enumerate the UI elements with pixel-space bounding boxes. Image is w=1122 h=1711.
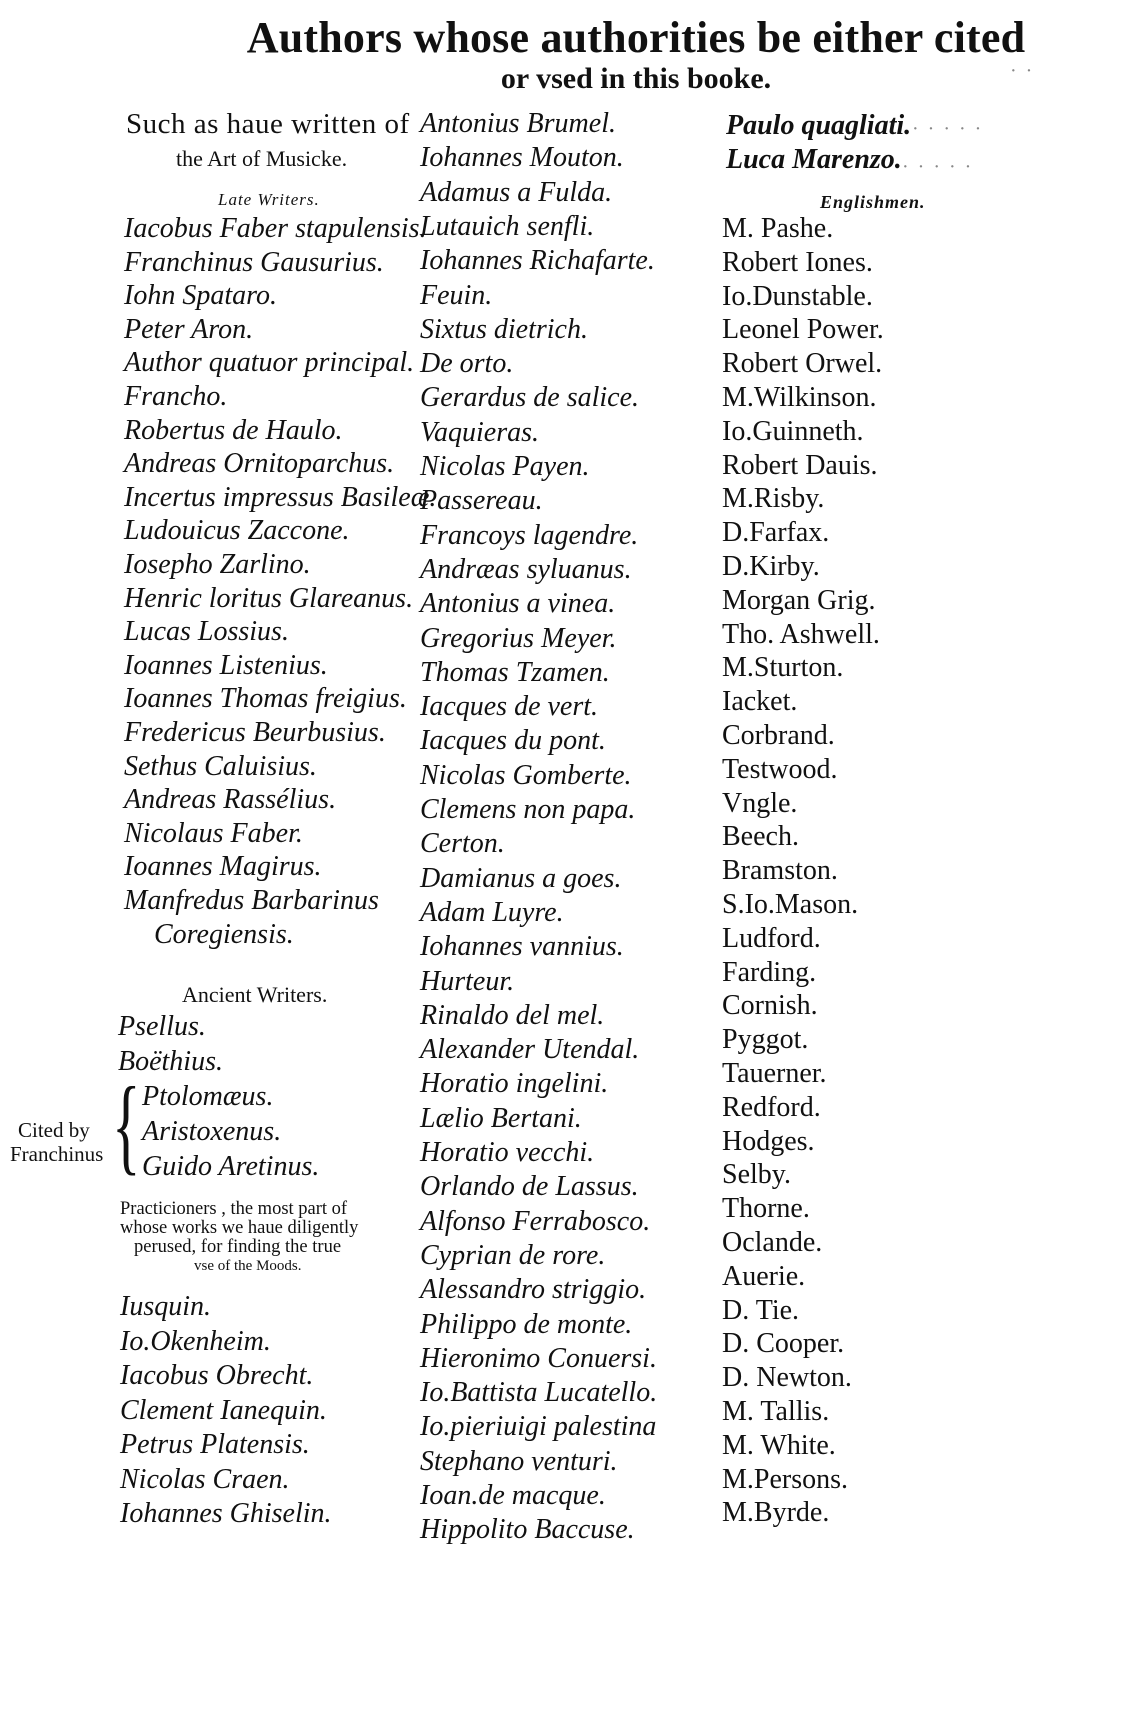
list-item: Ludford. — [722, 922, 821, 954]
list-item: Iusquin. — [120, 1291, 211, 1322]
list-item: Redford. — [722, 1091, 821, 1123]
list-item: Gerardus de salice. — [420, 382, 640, 414]
list-item: Francho. — [124, 381, 228, 412]
list-item: Aristoxenus. — [142, 1116, 282, 1147]
cited-by-line1: Cited by — [18, 1118, 90, 1142]
list-item: Antonius a vinea. — [420, 588, 616, 620]
list-item: Guido Aretinus. — [142, 1151, 320, 1182]
list-item: Leonel Power. — [722, 314, 884, 346]
list-item: Fredericus Beurbusius. — [124, 717, 386, 748]
col1-subheading: the Art of Musicke. — [176, 146, 348, 171]
late-writers-label: Late Writers. — [218, 190, 320, 209]
list-item: Henric loritus Glareanus. — [124, 582, 414, 614]
list-item: Cyprian de rore. — [420, 1239, 606, 1271]
list-item: Nicolas Gomberte. — [420, 759, 632, 791]
decorative-dots: · · · · · — [902, 156, 974, 178]
list-item: Orlando de Lassus. — [420, 1171, 639, 1203]
list-item: Antonius Brumel. — [420, 108, 616, 139]
list-item: Luca Marenzo. — [726, 144, 902, 175]
list-item: Iacobus Faber stapulensis. — [124, 213, 427, 244]
list-item: Author quatuor principal. — [124, 347, 415, 379]
list-item: Testwood. — [722, 753, 838, 785]
list-item: Selby. — [722, 1159, 791, 1191]
list-item: Stephano venturi. — [420, 1445, 618, 1477]
list-item: Franchinus Gausurius. — [124, 246, 384, 278]
list-item: Beech. — [722, 821, 799, 853]
list-item: Io.Battista Lucatello. — [420, 1377, 658, 1409]
list-item: Ioannes Magirus. — [124, 851, 322, 883]
list-item: Nicolaus Faber. — [124, 817, 303, 849]
list-item: Corbrand. — [722, 720, 835, 751]
list-item: Feuin. — [420, 279, 493, 311]
list-item: Boëthius. — [118, 1046, 223, 1077]
list-item: Passereau. — [420, 485, 543, 517]
list-item: M.Persons. — [722, 1463, 849, 1495]
list-item: Oclande. — [722, 1227, 823, 1258]
list-item: Auerie. — [722, 1260, 806, 1292]
list-item: Ioannes Listenius. — [124, 649, 328, 681]
prac-label-line1: Practicioners , the most part of — [120, 1199, 348, 1219]
prac-label-line3: perused, for finding the true — [134, 1237, 342, 1257]
list-item: Adamus a Fulda. — [420, 176, 613, 208]
list-item: D. Cooper. — [722, 1328, 845, 1360]
list-item: Gregorius Meyer. — [420, 622, 617, 654]
list-item: Tho. Ashwell. — [722, 618, 880, 650]
list-item: Lutauich senfli. — [420, 210, 595, 242]
list-item: Lælio Bertani. — [420, 1102, 582, 1134]
practicioners-label — [120, 1200, 358, 1276]
list-item: Incertus impressus Basileæ. — [124, 481, 437, 513]
list-item: Iohn Spataro. — [124, 280, 277, 312]
ancient-writers-label: Ancient Writers. — [182, 982, 328, 1007]
list-item: Nicolas Craen. — [120, 1463, 290, 1495]
list-item: Andreas Rassélius. — [124, 784, 337, 816]
list-item: Horatio vecchi. — [420, 1137, 595, 1168]
englishmen-label: Englishmen. — [820, 192, 926, 212]
list-item: Clement Ianequin. — [120, 1394, 327, 1426]
list-item: Petrus Platensis. — [120, 1429, 310, 1460]
list-item: Manfredus Barbarinus — [124, 885, 379, 916]
decorative-dots: · · · · · — [912, 118, 984, 140]
list-item: Sixtus dietrich. — [420, 313, 588, 345]
list-item: Peter Aron. — [124, 313, 254, 345]
list-item: Hippolito Baccuse. — [420, 1514, 635, 1546]
list-item: Paulo quagliati. — [726, 110, 912, 141]
list-item: M. Pashe. — [722, 213, 834, 244]
list-item: S.Io.Mason. — [722, 889, 859, 920]
list-item: Robert Orwel. — [722, 348, 883, 380]
list-item: Morgan Grig. — [722, 584, 876, 616]
list-item: Iacobus Obrecht. — [120, 1360, 314, 1391]
cited-by-line2: Franchinus — [10, 1142, 104, 1166]
list-item: Iohannes vannius. — [420, 931, 624, 963]
list-item: Iohannes Mouton. — [420, 142, 624, 174]
list-item: Nicolas Payen. — [420, 451, 590, 482]
list-item: Ioannes Thomas freigius. — [124, 683, 407, 715]
list-item: Tauerner. — [722, 1058, 827, 1089]
list-item: D. Tie. — [722, 1294, 800, 1326]
list-item: Hieronimo Conuersi. — [420, 1342, 657, 1374]
list-item: Ptolomæus. — [142, 1081, 274, 1112]
list-item: Andræas syluanus. — [420, 553, 632, 585]
page-subtitle: or vsed in this booke. — [500, 62, 772, 95]
list-item: Iohannes Ghiselin. — [120, 1498, 332, 1529]
list-item: Farding. — [722, 956, 817, 988]
list-item: Hodges. — [722, 1125, 815, 1157]
list-item: M. Tallis. — [722, 1396, 830, 1427]
col1-heading: Such as haue written of — [126, 108, 410, 140]
list-item: Vaquieras. — [420, 416, 539, 448]
decorative-dots: · · — [1010, 60, 1035, 82]
list-item: Philippo de monte. — [420, 1308, 633, 1340]
list-item: Alessandro striggio. — [420, 1274, 647, 1306]
list-item: Thorne. — [722, 1193, 810, 1225]
list-item: M.Byrde. — [722, 1497, 830, 1529]
list-item: Io.pieriuigi palestina — [420, 1411, 657, 1443]
list-item: Robert Dauis. — [722, 449, 878, 481]
list-item: Robert Iones. — [722, 246, 873, 278]
list-item: Andreas Ornitoparchus. — [124, 448, 395, 480]
list-item: Alexander Utendal. — [420, 1034, 640, 1066]
list-item: M.Risby. — [722, 483, 825, 515]
list-item: Iacques du pont. — [420, 725, 606, 757]
list-item: Psellus. — [118, 1011, 206, 1042]
list-item: Francoys lagendre. — [420, 519, 639, 551]
list-item: Io.Guinneth. — [722, 415, 864, 447]
list-item: Alfonso Ferrabosco. — [420, 1205, 651, 1237]
list-item: Iohannes Richafarte. — [420, 245, 655, 277]
list-item: M. White. — [722, 1429, 836, 1461]
list-item: Damianus a goes. — [420, 862, 622, 894]
list-item: Ludouicus Zaccone. — [124, 515, 350, 547]
list-item: Sethus Caluisius. — [124, 750, 317, 782]
brace-mark: { — [112, 1066, 141, 1185]
list-item: Hurteur. — [420, 965, 515, 997]
prac-label-line4: vse of the Moods. — [194, 1258, 302, 1274]
list-item: M.Sturton. — [722, 652, 844, 684]
list-item: D.Farfax. — [722, 517, 830, 549]
list-item: Pyggot. — [722, 1024, 809, 1056]
list-item: Adam Luyre. — [420, 896, 564, 928]
prac-label-line2: whose works we haue diligently — [120, 1218, 359, 1238]
list-item: D. Newton. — [722, 1362, 852, 1394]
list-item: Coregiensis. — [154, 918, 294, 950]
list-item: Horatio ingelini. — [420, 1068, 609, 1100]
list-item: Certon. — [420, 828, 505, 860]
list-item: De orto. — [420, 348, 514, 380]
list-item: Iacket. — [722, 686, 798, 718]
list-item: Iacques de vert. — [420, 691, 599, 723]
list-item: Vngle. — [722, 787, 798, 819]
list-item: Bramston. — [722, 855, 838, 887]
list-item: Lucas Lossius. — [124, 616, 289, 648]
list-item: Clemens non papa. — [420, 794, 636, 825]
list-item: Iosepho Zarlino. — [124, 549, 311, 580]
list-item: D.Kirby. — [722, 551, 820, 582]
list-item: Robertus de Haulo. — [124, 414, 343, 446]
list-item: Io.Dunstable. — [722, 280, 873, 312]
list-item: Thomas Tzamen. — [420, 656, 610, 688]
margin-note — [10, 1118, 103, 1166]
list-item: Io.Okenheim. — [120, 1325, 271, 1357]
list-item: M.Wilkinson. — [722, 382, 877, 413]
page-title: Authors whose authorities be either cited — [246, 13, 1026, 62]
list-item: Cornish. — [722, 990, 818, 1022]
list-item: Ioan.de macque. — [420, 1480, 606, 1511]
list-item: Rinaldo del mel. — [420, 999, 605, 1031]
